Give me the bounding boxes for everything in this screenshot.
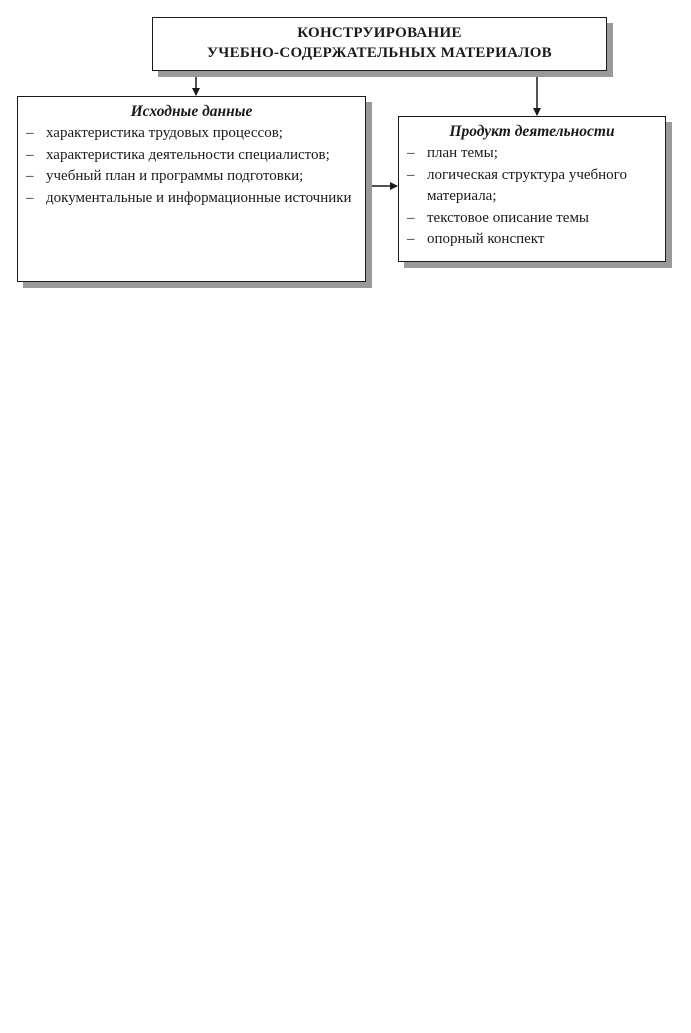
list-item-text: логическая структура учебного материала; [427,166,627,204]
output-product-box [398,116,666,262]
bullet-dash: – [407,166,415,183]
bullet-dash: – [26,146,34,163]
title-line: КОНСТРУИРОВАНИЕ [297,25,462,41]
list-item-text: план темы; [427,145,498,161]
list-item-text: характеристика трудовых процессов; [46,125,283,141]
list-item [24,123,359,145]
list-item-text: текстовое описание темы [427,209,590,226]
list-item-text: учебный план и программы подготовки; [46,168,304,184]
bullet-dash: – [407,231,415,247]
input-data-heading: Исходные данные [130,103,253,120]
bullet-dash: – [26,168,34,184]
list-item-text: документальные и информационные источники [46,189,352,206]
list-item [405,165,659,208]
list-item [24,166,359,188]
bullet-dash: – [407,145,415,161]
title-line: УЧЕБНО-СОДЕРЖАТЕЛЬНЫХ МАТЕРИАЛОВ [206,45,552,61]
output-product-heading: Продукт деятельности [449,123,615,140]
bullet-dash: – [26,125,34,141]
output-product-list [405,143,659,251]
list-item [24,188,359,210]
list-item-text: опорный конспект [427,231,545,247]
list-item [24,145,359,167]
bullet-dash: – [26,189,34,206]
list-item [405,208,659,230]
list-item-text: характеристика деятельности специалистов; [46,146,330,163]
list-item [405,143,659,165]
input-data-box [17,96,366,282]
bullet-dash: – [407,209,415,226]
input-data-list [24,123,359,209]
list-item [405,229,659,251]
title-box [152,17,607,71]
